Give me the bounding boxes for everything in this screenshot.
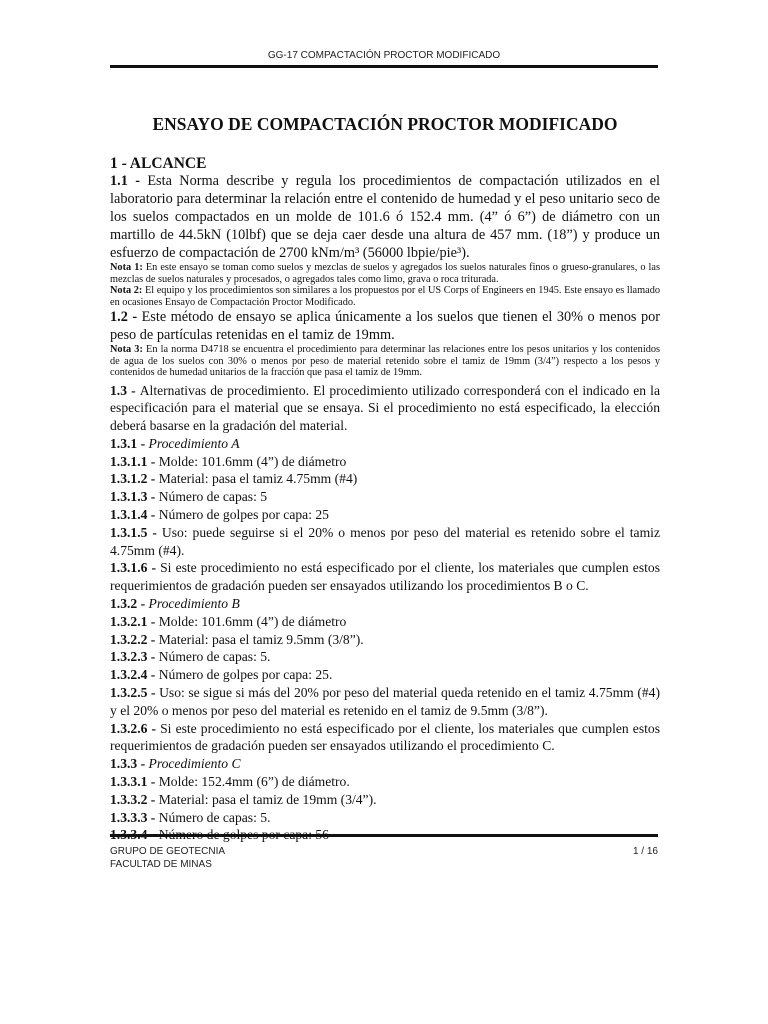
item-number: 1.2 - xyxy=(110,309,142,325)
item-number: 1.3.3.2 - xyxy=(110,791,159,807)
item-text: Material: pasa el tamiz de 19mm (3/4”). xyxy=(158,791,377,807)
item-text: Número de golpes por capa: 25. xyxy=(158,667,333,683)
section-title-alcance: 1 - ALCANCE xyxy=(110,155,207,172)
item-text: Molde: 101.6mm (4”) de diámetro xyxy=(158,453,347,469)
document-title: ENSAYO DE COMPACTACIÓN PROCTOR MODIFICADO xyxy=(152,114,618,134)
item-number: 1.3.2.4 - xyxy=(110,667,159,683)
item-1-3-1-4 xyxy=(110,506,660,524)
item-number: 1.3.3.1 - xyxy=(110,774,159,790)
item-1-3-1-1 xyxy=(110,453,660,471)
item-text: Procedimiento A xyxy=(148,435,240,451)
item-1-3-3 xyxy=(110,755,660,773)
item-number: 1.3.2.3 - xyxy=(110,649,159,665)
item-1-3-1-2 xyxy=(110,470,660,488)
item-1-3-2-3 xyxy=(110,648,660,666)
item-text: Alternativas de procedimiento. El procedimiento utilizado corresponderá con el indicado en la especificación para el material que se ensaya. Si el procedimiento no está especificado, la elección deberá basarse en la gradación del material. xyxy=(110,382,660,434)
note-label: Nota 2: xyxy=(110,285,145,296)
item-text: Número de capas: 5. xyxy=(158,649,271,665)
item-text: Esta Norma describe y regula los procedimientos de compactación utilizados en el laboratorio para determinar la relación entre el contenido de humedad y el peso unitario seco de los suelos compactados en un molde de 101.6 ó 152.4 mm. (4” ó 6”) de diámetro con un martillo de 44.5kN (10lbf) que se deja caer desde una altura de 457 mm. (18”) y produce un esfuerzo de compactación de 2700 kNm/m³ (56000 lbpie/pie³). xyxy=(110,173,661,261)
item-number: 1.3.2.1 - xyxy=(110,613,159,629)
note-text: En este ensayo se toman como suelos y mezclas de suelos y agregados los suelos naturales finos o grueso-granulares, o las mezclas de suelos naturales y procesados, o agregados tales como limo, grava o roca triturada. xyxy=(110,262,660,285)
note-text: En la norma D4718 se encuentra el procedimiento para determinar las relaciones entre los pesos unitarios y los contenidos de agua de los suelos con 30% o menos por peso de material retenido sobre el tamiz de 19mm (3/4”) respecto a los pesos y contenidos de humedad unitarios de la fracción que pasa el tamiz de 19mm. xyxy=(110,344,660,378)
note-3 xyxy=(110,344,660,379)
footer-institution xyxy=(110,846,225,871)
paragraph-1-1 xyxy=(110,172,660,262)
running-header: GG-17 COMPACTACIÓN PROCTOR MODIFICADO xyxy=(267,50,501,61)
item-text: Si este procedimiento no está especificado por el cliente, los materiales que cumplen estos requerimientos de gradación pueden ser ensayados utilizando el procedimiento C. xyxy=(110,720,660,754)
item-text: Este método de ensayo se aplica únicamente a los suelos que tienen el 30% o menos por peso de partículas retenidas en el tamiz de 19mm. xyxy=(110,309,661,343)
item-number: 1.1 - xyxy=(110,173,148,189)
note-1 xyxy=(110,262,660,285)
item-1-3-2-1 xyxy=(110,613,660,631)
item-text: Procedimiento C xyxy=(148,756,241,772)
item-1-3-1-5 xyxy=(110,524,660,560)
item-number: 1.3.3 - xyxy=(110,756,149,772)
item-1-3-2-6 xyxy=(110,720,660,756)
footer-group-name: GRUPO DE GEOTECNIA xyxy=(110,846,226,857)
note-2 xyxy=(110,285,660,308)
item-text: Procedimiento B xyxy=(148,596,240,612)
item-1-3-3-2 xyxy=(110,791,660,809)
item-number: 1.3.1.1 - xyxy=(110,453,159,469)
item-text: Si este procedimiento no está especificado por el cliente, los materiales que cumplen estos requerimientos de gradación pueden ser ensayados utilizando los procedimientos B o C. xyxy=(110,560,660,594)
paragraph-1-2 xyxy=(110,308,660,344)
item-1-3-1-3 xyxy=(110,488,660,506)
item-1-3-1 xyxy=(110,435,660,453)
item-text: Uso: se sigue si más del 20% por peso del material queda retenido en el tamiz 4.75mm (#4) y el 20% o menos por peso del material es retenido en el tamiz de 9.5mm (3/8”). xyxy=(110,685,660,718)
item-text: Número de capas: 5 xyxy=(158,489,268,505)
item-1-3-1-6 xyxy=(110,559,660,595)
item-number: 1.3 - xyxy=(110,382,140,398)
item-1-3-3-3 xyxy=(110,809,660,827)
item-text: Molde: 152.4mm (6”) de diámetro. xyxy=(158,774,350,790)
item-number: 1.3.3.3 - xyxy=(110,809,159,825)
footer-rule xyxy=(110,834,658,837)
item-number: 1.3.1.6 - xyxy=(110,560,161,576)
item-text: Material: pasa el tamiz 9.5mm (3/8”). xyxy=(158,631,364,647)
item-number: 1.3.1.5 - xyxy=(110,524,162,540)
item-number: 1.3.2.6 - xyxy=(110,720,161,736)
header-rule xyxy=(110,65,658,68)
note-label: Nota 3: xyxy=(110,344,147,355)
item-number: 1.3.2 - xyxy=(110,596,149,612)
item-number: 1.3.1.3 - xyxy=(110,489,159,505)
item-1-3-2-2 xyxy=(110,631,660,649)
item-1-3-2-5 xyxy=(110,684,660,720)
item-text: Uso: puede seguirse si el 20% o menos por peso del material es retenido sobre el tamiz 4.75mm (#4). xyxy=(110,524,660,558)
item-text: Número de capas: 5. xyxy=(158,809,271,825)
item-text: Material: pasa el tamiz 4.75mm (#4) xyxy=(158,471,358,487)
item-1-3-2 xyxy=(110,595,660,613)
item-text: Número de golpes por capa: 25 xyxy=(158,507,329,523)
item-text: Molde: 101.6mm (4”) de diámetro xyxy=(158,613,347,629)
page-number: 1 / 16 xyxy=(632,846,658,857)
note-text: El equipo y los procedimientos son similares a los propuestos por el US Corps of Engineers en 1945. Este ensayo es llamado en ocasiones Ensayo de Compactación Proctor Modificado. xyxy=(110,285,660,308)
item-1-3-2-4 xyxy=(110,666,660,684)
footer-faculty-name: FACULTAD DE MINAS xyxy=(110,858,212,870)
item-number: 1.3.1.4 - xyxy=(110,507,159,523)
item-number: 1.3.2.2 - xyxy=(110,631,159,647)
note-label: Nota 1: xyxy=(110,262,146,273)
item-number: 1.3.2.5 - xyxy=(110,685,160,701)
item-number: 1.3.1.2 - xyxy=(110,471,159,487)
item-1-3-3-1 xyxy=(110,773,660,791)
item-number: 1.3.1 - xyxy=(110,435,149,451)
paragraph-1-3 xyxy=(110,382,660,435)
document-body xyxy=(110,114,660,844)
